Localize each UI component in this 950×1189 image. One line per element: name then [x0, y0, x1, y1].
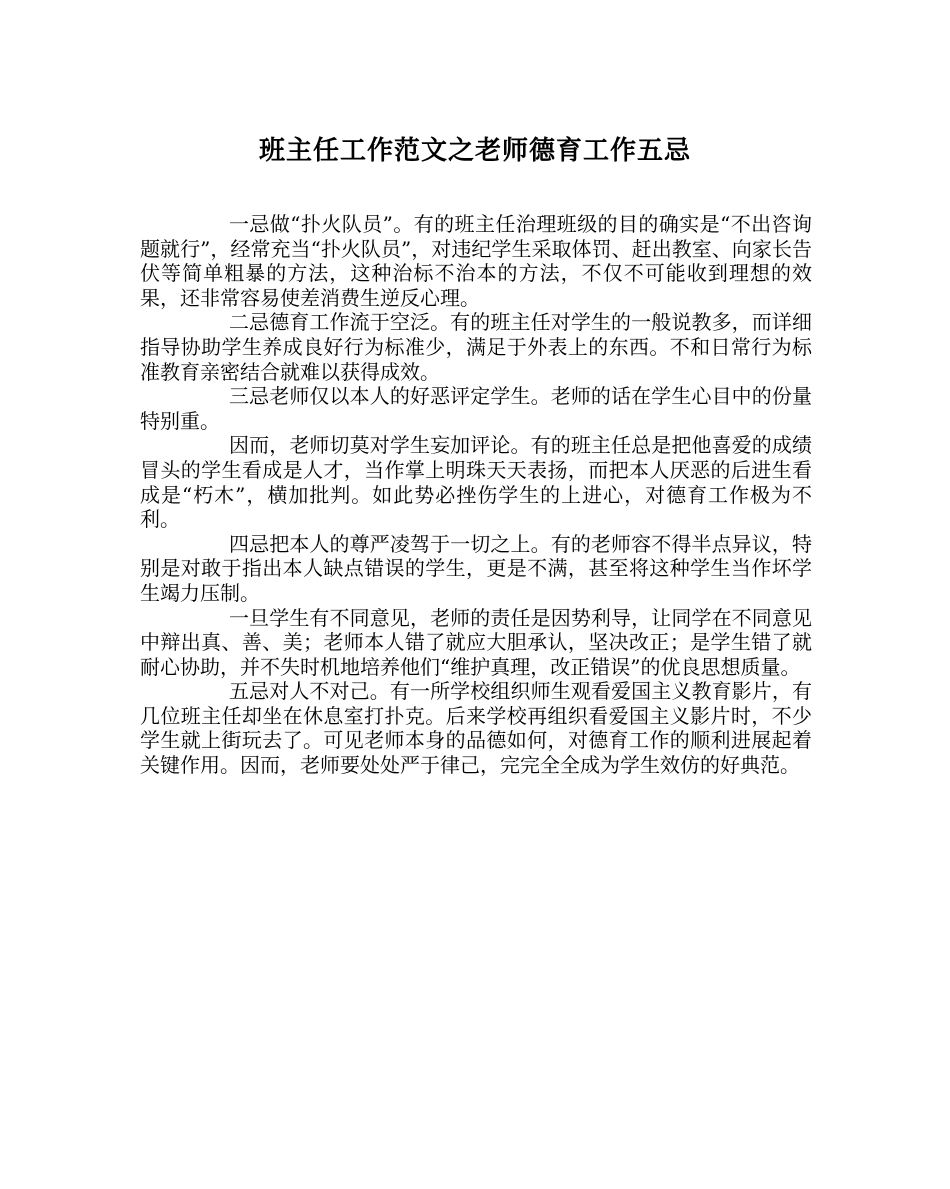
paragraph-5: 四忌把本人的尊严凌驾于一切之上。有的老师容不得半点异议，特别是对敢于指出本人缺点错误的学生，更是不满，甚至将这种学生当作坏学生竭力压制。	[140, 531, 812, 605]
paragraph-3: 三忌老师仅以本人的好恶评定学生。老师的话在学生心目中的份量特别重。	[140, 384, 812, 433]
document-title: 班主任工作范文之老师德育工作五忌	[258, 136, 691, 166]
paragraph-1: 一忌做“扑火队员”。有的班主任治理班级的目的确实是“不出咨询题就行”，经常充当“扑火队员”，对违纪学生采取体罚、赶出教室、向家长告伏等简单粗暴的方法，这种治标不治本的方法，不仅不可能收到理想的效果，还非常容易使差消费生逆反心理。	[140, 212, 812, 310]
document-body	[140, 212, 812, 778]
paragraph-7: 五忌对人不对己。有一所学校组织师生观看爱国主义教育影片，有几位班主任却坐在休息室打扑克。后来学校再组织看爱国主义影片时，不少学生就上街玩去了。可见老师本身的品德如何，对德育工作的顺利进展起着关键作用。因而，老师要处处严于律己，完完全全成为学生效仿的好典范。	[140, 679, 812, 778]
paragraph-4: 因而，老师切莫对学生妄加评论。有的班主任总是把他喜爱的成绩冒头的学生看成是人才，当作掌上明珠天天表扬，而把本人厌恶的后进生看成是“朽木”，横加批判。如此势必挫伤学生的上进心，对德育工作极为不利。	[140, 433, 812, 532]
paragraph-6: 一旦学生有不同意见，老师的责任是因势利导，让同学在不同意见中辩出真、善、美；老师本人错了就应大胆承认，坚决改正；是学生错了就耐心协助，并不失时机地培养他们“维护真理，改正错误”的优良思想质量。	[140, 605, 812, 679]
paragraph-2: 二忌德育工作流于空泛。有的班主任对学生的一般说教多，而详细指导协助学生养成良好行为标准少，满足于外表上的东西。不和日常行为标准教育亲密结合就难以获得成效。	[140, 310, 812, 384]
